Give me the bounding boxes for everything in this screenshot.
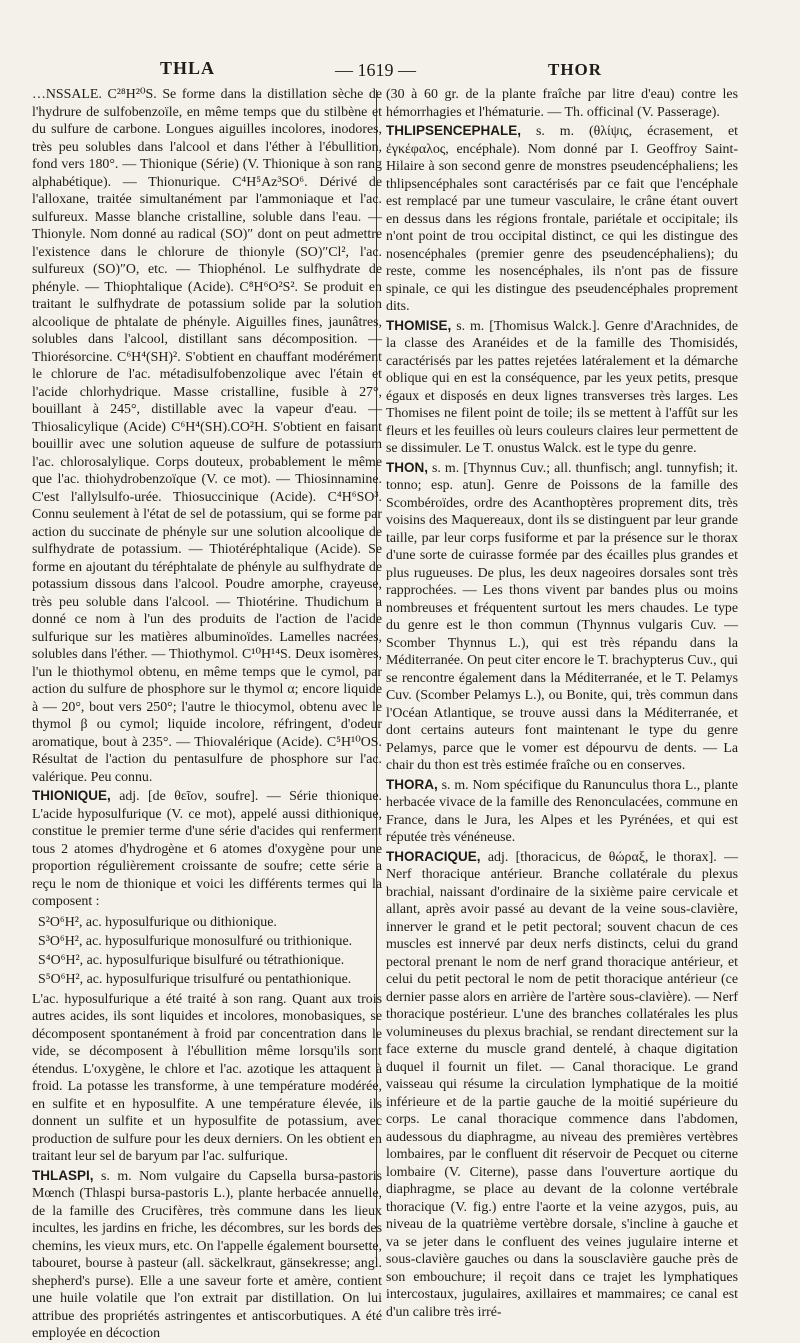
headword-thionique: THIONIQUE, bbox=[32, 788, 111, 803]
entry-thon-text: s. m. [Thynnus Cuv.; all. thunfisch; angl. tunnyfish; it. tonno; esp. atun]. Genre de Poissons de la famille des Scombéroïdes, ordre des Acanthoptères proprement dits, très voisins des Maquereaux, dont ils se distinguent par leur grande taille, par leur corps fusiforme et par la présence sur le thorax d'une sorte de cuirasse formée par des écailles plus grandes et plus rugueuses. De plus, les deux nageoires dorsales sont très rapprochées. — Les thons vivent par bandes plus ou moins nombreuses et fréquentent surtout les mers chaudes. Le type du genre est le thon commun (Thynnus vulgaris Cuv. — Scomber Thynnus L.), qui est très répandu dans la Méditerranée. On peut citer encore le T. brachypterus Cuv., qui se rencontre également dans la Méditerranée, et le T. Pelamys Cuv. (Scomber Pelamys L.), ou Bonite, qui, très commun dans l'Océan Atlantique, se trouve aussi dans la Méditerranée, et dont certains auteurs font maintenant le type du genre Pelamys, parce que le vomer est dépourvu de dents. — La chair du thon est très estimée fraîche ou en conserves. bbox=[386, 460, 738, 773]
entry-thon bbox=[386, 459, 738, 775]
entry-thoracique bbox=[386, 848, 738, 1322]
entry-thlaspi-text: s. m. Nom vulgaire du Capsella bursa-pastoris Mœnch (Thlaspi bursa-pastoris L.), plante herbacée annuelle, de la famille des Crucifères, très commune dans les lieux incultes, les jardins en friche, les décombres, sur les bords des chemins, les vieux murs, etc. On l'appelle également boursette, tabouret, bourse à pasteur (all. säckelkraut, gänsekresse; angl. shepherd's purse). Elle a une saveur forte et amère, contient une huile volatile que l'on extrait par distillation. On lui attribue des propriétés astringentes et antiscorbutiques. A été employée en décoction bbox=[32, 1168, 382, 1341]
entry-thora-text: s. m. Nom spécifique du Ranunculus thora L., plante herbacée vivace de la famille des Renonculacées, commune en France, dans le Jura, les Alpes et les Pyrénées, et qui est réputée très vénéneuse. bbox=[386, 777, 738, 845]
running-header bbox=[0, 58, 800, 88]
header-left-guideword: THLA bbox=[160, 58, 216, 78]
headword-thoracique: THORACIQUE, bbox=[386, 848, 481, 864]
headword-thlaspi: THLASPI, bbox=[32, 1167, 94, 1183]
formula-line: S²O⁶H², ac. hyposulfurique ou dithionique. bbox=[38, 914, 277, 930]
page-number: — 1619 — bbox=[335, 60, 416, 80]
entry-thionique bbox=[32, 787, 382, 911]
headword-thon: THON, bbox=[386, 459, 428, 475]
right-column bbox=[386, 86, 738, 1320]
header-right-guideword: THOR bbox=[548, 60, 603, 79]
entry-thlaspi-continued: (30 à 60 gr. de la plante fraîche par litre d'eau) contre les hémorrhagies et l'hématurie. — Th. officinal (V. Passerage). bbox=[386, 87, 738, 120]
entry-thlipsencephale-text: s. m. (θλίψις, écrasement, et ἐγκέφαλος, encéphale). Nom donné par I. Geoffroy Saint-Hilaire à son second genre de monstres pseudencéphaliens; les thlipsencéphales sont caractérisés par ce fait que l'encéphale est remplacé par une tumeur vasculaire, le crâne étant ouvert en dessus dans les régions frontale, pariétale et occipitale; ils n'ont point de trou occipital distinct, ce qui les distingue des nosencéphales (premier genre des pseudencéphaliens); du reste, comme les nosencéphales, ils n'ont pas de fissure spinale, ce qui les distingue des pseudencéphales proprement dits. bbox=[386, 124, 738, 314]
entry-thlipsencephale bbox=[386, 122, 738, 316]
headword-thomise: THOMISE, bbox=[386, 317, 452, 333]
entry-thionessal-continued: …NSSALE. C²⁸H²⁰S. Se forme dans la distillation sèche de l'hydrure de sulfobenzoïle, en même temps que du stilbène et du sulfure de carbone. Longues aiguilles incolores, inodores, très peu solubles dans l'alcool et dans l'éther à l'ébullition, fond vers 180°. — Thionique (Série) (V. Thionique à son rang alphabétique). — Thionurique. C⁴H⁵Az³SO⁶. Dérivé de l'alloxane, traitée simultanément par l'ammoniaque et l'ac. sulfureux. Masse blanche cristalline, soluble dans l'eau. — Thionyle. Nom donné au radical (SO)″ dont on peut admettre l'existence dans le chlorure de thionyle (SO)″Cl², l'ac. sulfureux (SO)″O, etc. — Thiophénol. Le sulfhydrate de phényle. — Thiophtalique (Acide). C⁸H⁶O²S². Se produit en traitant le sulfhydrate de potassium solide par la solution alcoolique de phtalate de phényle. Aiguilles fines, jaunâtres, solubles dans l'alcool, distillant sans décomposition. — Thiorésorcine. C⁶H⁴(SH)². S'obtient en chauffant modérément le chlorure de l'ac. métadisulfobenzolique avec l'étain et l'acide chlorhydrique. Masse cristalline, fusible à 27°, bouillant à 245°, distillable avec la vapeur d'eau. — Thiosalicylique (Acide) C⁶H⁴(SH).CO²H. S'obtient en faisant bouillir avec une solution aqueuse de sulfure de potassium l'ac. chlorosalylique. Corps douteux, probablement le même que l'ac. thiohydrobenzoïque (V. ce mot). — Thiosinnamine. C'est l'allylsulfo-urée. Thiosuccinique (Acide). C⁴H⁶SO³. Connu seulement à l'état de sel de potassium, qui se forme par action du succinate de phényle sur une solution alcoolique de sulfhydrate de potassium. — Thiotéréphtalique (Acide). Se forme en ajoutant du téréphtalate de phényle au sulfhydrate de potassium dissous dans l'alcool. Poudre amorphe, crayeuse, très peu soluble dans l'alcool. — Thiotérine. Thudichum a donné ce nom à l'un des produits de l'action de l'acide sulfurique sur les matières albuminoïdes. Lamelles nacrées, solubles dans l'éther. — Thiothymol. C¹⁰H¹⁴S. Deux isomères, l'un le thiothymol obtenu, en même temps que le cymol, par action du sulfure de phosphore sur le thymol α; encore liquide à — 20°, bout vers 250°; l'autre le thiocymol, obtenu avec le thymol β ou cymol; liquide incolore, réfringent, d'odeur aromatique, bout à 235°. — Thiovalérique (Acide). C⁵H¹⁰OS. Résultat de l'action du pentasulfure de phosphore sur l'ac. valérique. Peu connu. bbox=[32, 87, 382, 785]
entry-thomise-text: s. m. [Thomisus Walck.]. Genre d'Arachnides, de la classe des Aranéides et de la famille des Thomisidés, caractérisés par les pattes rejetées latéralement et la démarche oblique qui en est la conséquence, par les yeux petits, presque égaux et disposés en deux lignes transverses très larges. Les Thomises ne filent point de toile; ils se mettent à l'affût sur les fleurs et les feuilles où leurs couleurs claires leur permettent de se dissimuler. Le T. onustus Walck. est le type du genre. bbox=[386, 318, 738, 456]
headword-thora: THORA, bbox=[386, 776, 438, 792]
entry-thionique-text: adj. [de θεῖον, soufre]. — Série thionique. L'acide hyposulfurique (V. ce mot), appelé aussi dithionique, constitue le premier terme d'une série d'acides qui renferment tous 2 atomes d'hydrogène et 6 atomes d'oxygène pour une proportion régulièrement croissante de soufre; cette série a reçu le nom de thionique et voici les différents termes qui la composent : bbox=[32, 789, 382, 909]
thionique-series-list bbox=[38, 913, 382, 989]
entry-thoracique-text: adj. [thoracicus, de θώραξ, le thorax]. — Nerf thoracique antérieur. Branche collatérale du plexus brachial, naissant d'ordinaire de la sixième paire cervicale et allant, après avoir passé au devant de la veine sous-clavière, innerver le grand et le petit pectoral; souvent chacun de ces muscles est innervé par deux nerfs distincts, celui du grand pectoral prenant le nom de nerf grand thoracique antérieur, et celui du petit pectoral le nom de petit thoracique antérieur (ce dernier passe alors en arrière de l'artère sous-clavière). — Nerf thoracique postérieur. L'une des branches collatérales les plus volumineuses du plexus brachial, se rendant directement sur la face externe du muscle grand dentelé, à chaque digitation duquel il fournit un filet. — Canal thoracique. Le grand vaisseau qui résume la circulation lymphatique de la moitié inférieure et de la partie gauche de la moitié supérieure du corps. Le canal thoracique commence dans l'abdomen, audessous du diaphragme, au niveau des premières vertèbres lombaires, par le confluent dit réservoir de Pecquet ou citerne lombaire (V. Citerne), passe dans l'ouverture aortique du diaphragme, se place au devant de la colonne vertébrale thoracique (V. fig.) entre l'aorte et la veine azygos, puis, au niveau de la quatrième vertèbre dorsale, s'incline à gauche et va se jeter dans le confluent des veines jugulaire interne et sous-clavière gauches ou dans la sousclavière gauche près de son embouchure; il reçoit dans ce trajet les lymphatiques intercostaux, jugulaires, axillaires et mammaires; ce canal est d'un calibre très irré- bbox=[386, 849, 738, 1320]
entry-thomise bbox=[386, 317, 738, 458]
formula-line: S³O⁶H², ac. hyposulfurique monosulfuré ou trithionique. bbox=[38, 933, 353, 949]
formula-line: S⁴O⁶H², ac. hyposulfurique bisulfuré ou tétrathionique. bbox=[38, 952, 345, 968]
headword-thlipsencephale: THLIPSENCEPHALE, bbox=[386, 123, 522, 138]
entry-thlaspi bbox=[32, 1167, 382, 1343]
formula-line: S⁵O⁶H², ac. hyposulfurique trisulfuré ou pentathionique. bbox=[38, 971, 352, 987]
entry-thora bbox=[386, 776, 738, 847]
entry-thionique-continued: L'ac. hyposulfurique a été traité à son rang. Quant aux trois autres acides, ils sont liquides et incolores, monobasiques, se décomposent spontanément à froid par concentration dans le vide, se décomposent à l'ébullition même lorsqu'ils sont étendus. L'oxygène, le chlore et l'ac. azotique les attaquent à froid. La potasse les transforme, à une température modérée, en sulfite et en hyposulfite. A une température élevée, ils donnent un sulfite et un hyposulfite de potassium, avec production de sulfure pour les deux derniers. On les obtient en traitant leur sel de baryum par l'ac. sulfurique. bbox=[32, 991, 382, 1164]
left-column bbox=[32, 86, 382, 1341]
